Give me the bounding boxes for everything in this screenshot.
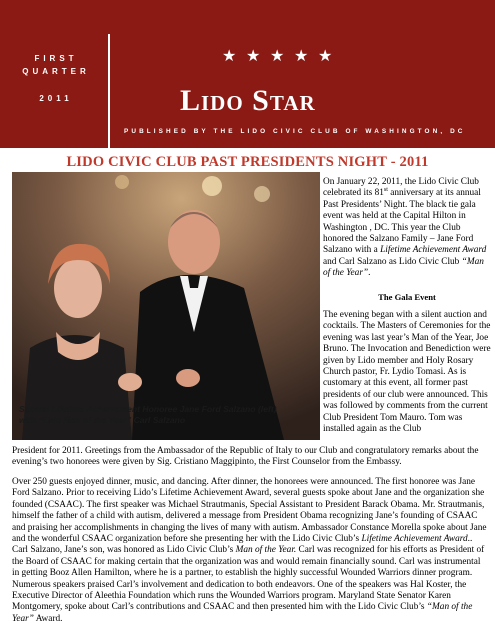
newsletter-tagline: PUBLISHED BY THE LIDO CIVIC CLUB OF WASHINGTON, DC <box>124 128 466 135</box>
man-of-year-title: “Man of the Year” <box>12 602 473 624</box>
intro-text-1: On January 22, 2011, the Lido Civic Club celebrated its 81 <box>323 177 479 199</box>
gala-paragraph: The evening began with a silent auction and cocktails. The Masters of Ceremonies for the evening was last year’s Man of the Year, Joe Bruno. The Invocation and Benediction were given by Lido member and Holy Rosary Church pastor, Fr. Lydio Tomasi. As is customary at this event, all former past presidents of our club were announced. This was followed by comments from the current Club President Tom Mauro. Tom was installed again as the Club <box>323 310 491 435</box>
star-icon: ★ <box>318 48 333 65</box>
man-of-year-title: “Man of the Year” <box>323 256 484 279</box>
star-icon: ★ <box>270 48 285 65</box>
intro-text-2: anniversary at its annual Past Presidents’ Night. The black tie gala event was held at the Capital Hilton in Washington , DC. This year the Club honored the Salzano Family – Jane Ford Salzano with a <box>323 188 481 256</box>
award-name: Lifetime Achievement Award <box>361 534 468 545</box>
article-intro <box>323 177 491 280</box>
award-name: Lifetime Achievement Award <box>380 245 487 256</box>
body-text-1: Over 250 guests enjoyed dinner, music, and dancing. After dinner, the honorees were announced. The first honoree was Jane Ford Salzano. Prior to receiving Lido’s Lifetime Achievement Award, several guests spoke about Jane and the organization she founded (CSAAC). The first speaker was Michael Strautmanis, Special Assistant to President Barack Obama. Mr. Strautmanis, himself the father of a child with autism, delivered a message from President Obama recognizing Jane’s founding of CSAAC and praising her accomplishments in changing the lives of many with autism. Ambassador Constance Morella spoke about Jane and the wonderful CSAAC organization before she presenting her with the Lido Civic Club’s <box>12 477 487 545</box>
photo-caption <box>19 404 309 426</box>
star-icon: ★ <box>246 48 261 65</box>
star-row <box>222 50 332 64</box>
body-text-3: Carl was recognized for his efforts as President of the Board of CSAAC for making certain that the organization was and would remain financially sound. Carl was instrumental in getting Booz Allen Hamilton, where he is a partner, to establish the highly successful Wounded Warriors dinner program. Numerous speakers praised Carl’s involvement and dedication to both endeavors. One of the speakers was Hal Koster, the Executive Director of Aleethia Foundation which runs the Wounded Warriors program. Maryland State Senator Karen Montgomery, spoke about Carl’s contributions and CSAAC and then presented him with the Lido Civic Club’s <box>12 545 485 613</box>
intro-text-3: and Carl Salzano as Lido Civic Club <box>323 256 462 267</box>
article-headline: LIDO CIVIC CLUB PAST PRESIDENTS NIGHT - 2011 <box>66 154 429 170</box>
photo-illustration <box>12 172 320 440</box>
caption-line-1: Special Lifetime Achievement Honoree Jane Ford Salzano (left) <box>19 404 277 414</box>
issue-year: 2011 <box>39 94 73 103</box>
body-paragraph-1: President for 2011. Greetings from the Ambassador of the Republic of Italy to our Club and congratulatory remarks about the evening’s two honorees were given by Sig. Cristiano Maggipinto, the First Counselor from the Embassy. <box>12 446 479 468</box>
body-text-2: .. Carl Salzano, Jane’s son, was honored as Lido Civic Club’s <box>12 534 473 556</box>
honorees-photo <box>12 172 320 440</box>
star-icon: ★ <box>222 48 237 65</box>
man-of-year-title: Man of the Year. <box>235 545 297 556</box>
newsletter-title: Lido Star <box>180 84 316 117</box>
header-right-panel <box>110 0 495 148</box>
issue-quarter: FIRST QUARTER <box>22 54 90 76</box>
section-subhead: The Gala Event <box>378 292 436 302</box>
caption-line-2: with “Lido Man of the Year” Carl Salzano <box>19 415 186 425</box>
ordinal-suffix: st <box>383 187 388 194</box>
intro-text-4: . <box>368 268 371 279</box>
star-icon: ★ <box>294 48 309 65</box>
body-text-4: Award. <box>33 613 63 624</box>
body-paragraph-2 <box>12 477 488 625</box>
